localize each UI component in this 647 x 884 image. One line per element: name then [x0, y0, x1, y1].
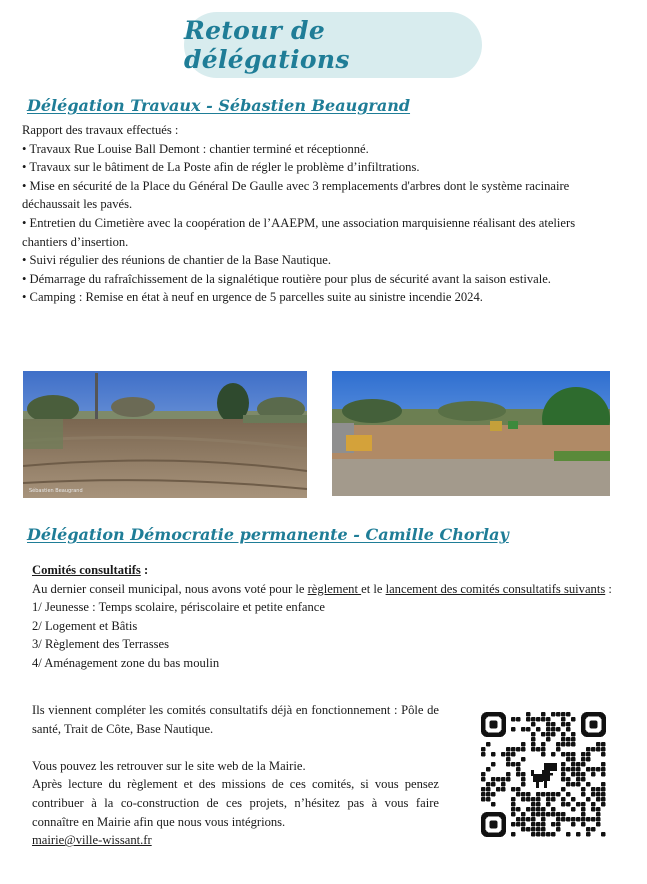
comites-subheading: Comités consultatifs	[32, 563, 141, 577]
lancement-link[interactable]: lancement des comités consultatifs suivants	[385, 581, 606, 596]
travaux-item: • Suivi régulier des réunions de chantier de la Base Nautique.	[22, 253, 332, 268]
intro-text: :	[605, 581, 612, 596]
comites-colon: :	[140, 563, 149, 577]
intro-text: et le	[361, 581, 386, 596]
democratie-heading: Délégation Démocratie permanente - Camille Chorlay	[27, 525, 509, 544]
photo-credit: Sébastien Beaugrand	[29, 488, 83, 494]
intro-text: Au dernier conseil municipal, nous avons voté pour le	[32, 581, 308, 596]
page-title: Retour de délégations	[184, 16, 350, 74]
comites-existing: Ils viennent compléter les comités consultatifs déjà en fonctionnement : Pôle de santé, Trait de Côte, Base Nautique.	[32, 703, 439, 736]
comite-item: 3/ Règlement des Terrasses	[32, 637, 170, 652]
photo-chantier-right	[332, 371, 610, 496]
travaux-item: • Travaux Rue Louise Ball Demont : chantier terminé et réceptionné.	[22, 141, 369, 156]
democratie-body	[32, 561, 619, 673]
travaux-item: • Entretien du Cimetière avec la coopération de l’AAEPM, une association marquisienne réalisant des ateliers chantiers d’insertion.	[22, 215, 576, 249]
democratie-closing	[32, 701, 439, 850]
comite-item: 2/ Logement et Bâtis	[32, 618, 138, 633]
title-banner	[184, 12, 482, 78]
contribution-note: Après lecture du règlement et des missions de ces comités, si vous pensez contribuer à la co-construction de ces projets, n’hésitez pas à vous faire connaître en Mairie afin que nous vous intégrions.	[32, 777, 439, 829]
comites-intro	[32, 580, 619, 599]
comite-item: 1/ Jeunesse : Temps scolaire, périscolaire et petite enfance	[32, 600, 325, 615]
website-note: Vous pouvez les retrouver sur le site web de la Mairie.	[32, 758, 306, 773]
travaux-report	[22, 121, 622, 307]
travaux-heading: Délégation Travaux - Sébastien Beaugrand	[27, 96, 411, 115]
photo-chantier-left	[23, 371, 307, 498]
travaux-item: • Mise en sécurité de la Place du Général De Gaulle avec 3 remplacements d'arbres dont le système racinaire déchaussait les pavés.	[22, 178, 570, 212]
qr-code[interactable]	[481, 712, 606, 837]
travaux-item: • Camping : Remise en état à neuf en urgence de 5 parcelles suite au sinistre incendie 2024.	[22, 290, 483, 305]
travaux-item: • Travaux sur le bâtiment de La Poste afin de régler le problème d’infiltrations.	[22, 160, 420, 175]
reglement-link[interactable]: règlement	[307, 581, 362, 596]
email-link[interactable]: mairie@ville-wissant.fr	[32, 833, 152, 848]
comites-title	[32, 561, 619, 580]
travaux-intro: Rapport des travaux effectués :	[22, 123, 179, 137]
comite-item: 4/ Aménagement zone du bas moulin	[32, 655, 220, 670]
travaux-item: • Démarrage du rafraîchissement de la signalétique routière pour plus de sécurité avant la saison estivale.	[22, 271, 551, 286]
